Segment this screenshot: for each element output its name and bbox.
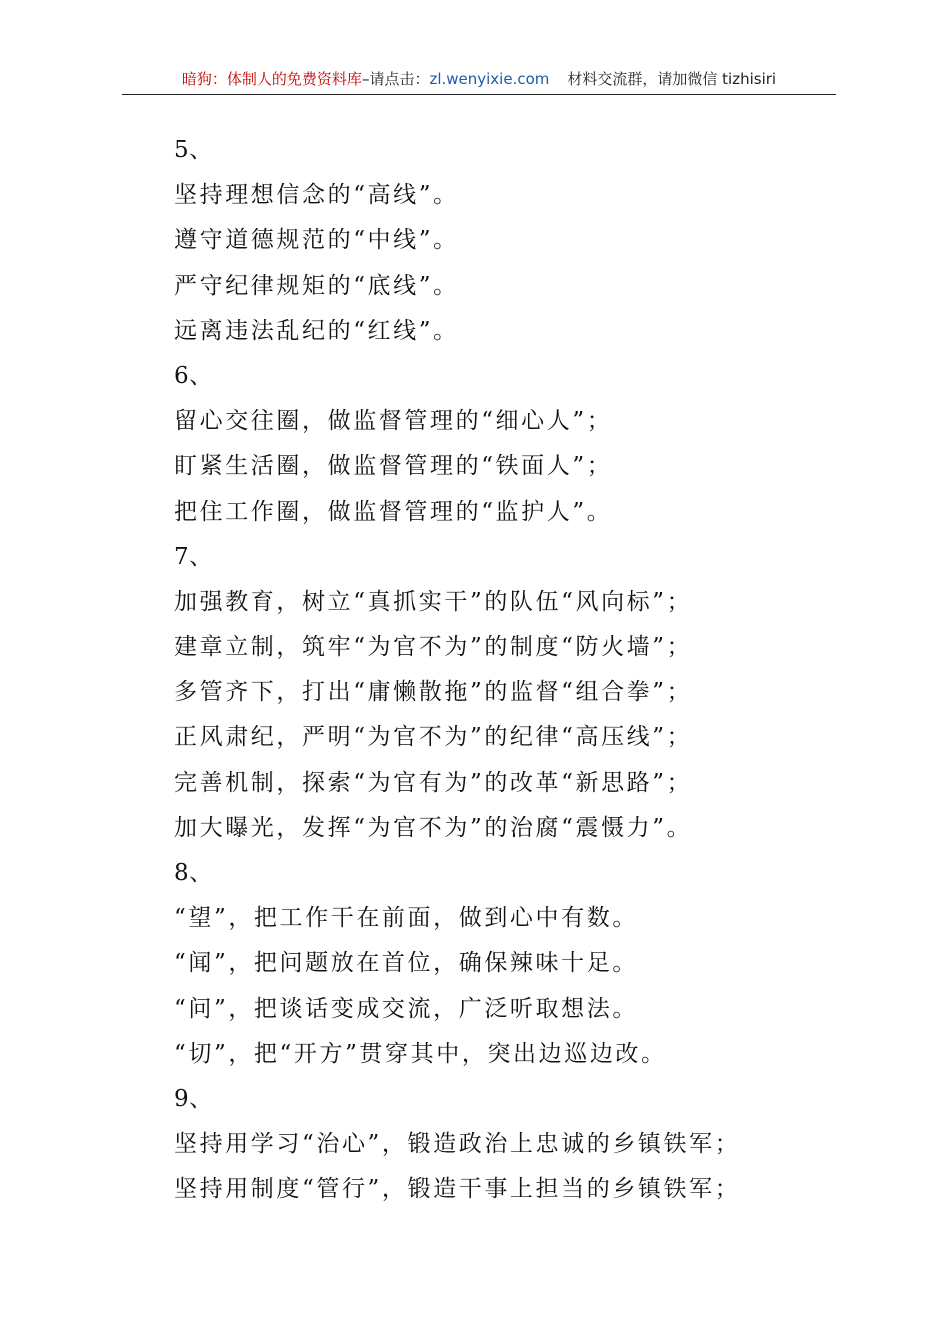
text-line: “切”，把“开方”贯穿其中，突出边巡边改。	[174, 1040, 667, 1067]
page-header	[122, 68, 836, 95]
text-line: 坚持理想信念的“高线”。	[174, 182, 459, 209]
header-contact-text: 材料交流群，请加微信 tizhisiri	[567, 70, 777, 88]
section-number: 7、	[174, 543, 213, 570]
text-line: 把住工作圈，做监督管理的“监护人”。	[174, 498, 613, 525]
text-line: “闻”，把问题放在首位，确保辣味十足。	[174, 950, 638, 977]
text-line: 坚持用学习“治心”，锻造政治上忠诚的乡镇铁军；	[174, 1131, 741, 1158]
text-line: 严守纪律规矩的“底线”。	[174, 272, 459, 299]
text-line: 加强教育，树立“真抓实干”的队伍“风向标”；	[174, 588, 693, 615]
text-line: 建章立制，筑牢“为官不为”的制度“防火墙”；	[174, 634, 693, 661]
text-line: 坚持用制度“管行”，锻造干事上担当的乡镇铁军；	[174, 1176, 741, 1203]
text-line: 正风肃纪，严明“为官不为”的纪律“高压线”；	[174, 724, 693, 751]
text-line: “问”，把谈话变成交流，广泛听取想法。	[174, 995, 638, 1022]
header-site-name: 暗狗：体制人的免费资料库	[181, 70, 362, 88]
section-number: 9、	[174, 1085, 213, 1112]
text-line: 盯紧生活圈，做监督管理的“铁面人”；	[174, 453, 613, 480]
section-number: 8、	[174, 860, 213, 886]
text-line: 留心交往圈，做监督管理的“细心人”；	[174, 408, 613, 435]
text-line: 遵守道德规范的“中线”。	[174, 227, 459, 254]
header-url-link[interactable]: zl.wenyixie.com	[429, 70, 550, 88]
text-line: 加大曝光，发挥“为官不为”的治腐“震慑力”。	[174, 814, 693, 841]
text-line: “望”，把工作干在前面，做到心中有数。	[174, 905, 638, 932]
header-click-label: –请点击：	[361, 70, 430, 88]
text-line: 完善机制，探索“为官有为”的改革“新思路”；	[174, 769, 693, 796]
section-number: 6、	[174, 362, 213, 389]
text-line: 多管齐下，打出“庸懒散拖”的监督“组合拳”；	[174, 679, 693, 706]
document-body	[174, 128, 814, 1213]
text-line: 远离违法乱纪的“红线”。	[174, 317, 459, 344]
section-number: 5、	[174, 137, 213, 163]
